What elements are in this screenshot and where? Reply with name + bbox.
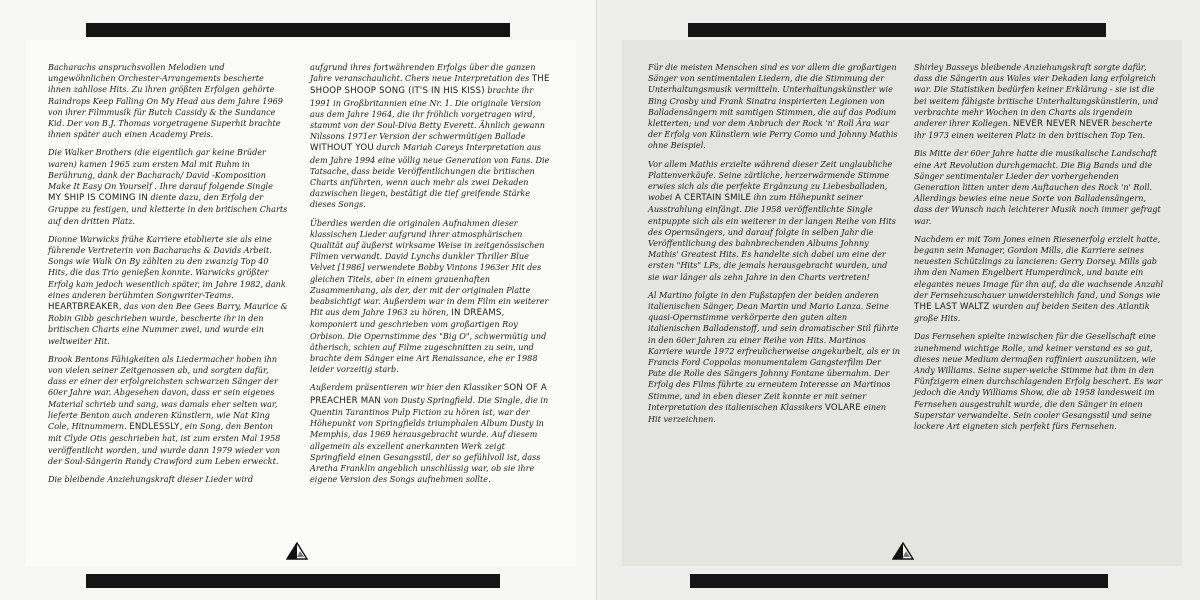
left-column-2 — [310, 62, 550, 492]
paragraph-text: , komponiert und geschrieben vom großartigen Roy Orbison. Die Opernstimme des "Big O", schwermütig und ätherisch, schien auf Filme zugeschnitten zu sein, und brachte dem Sänger eine Art Renaissance, ehe er 1988 leider vorzeitig starb. — [310, 307, 547, 375]
paragraph-text: Bis Mitte der 60er Jahre hatte die musikalische Landschaft eine Art Revolution durchgemacht. Die Big Bands und die Sänger sentimentaler Lieder der vorhergehenden Generation litten unter dem Auftauchen des Rock 'n' Roll. Allerdings bewies eine neue Sorte von Balladensängern, dass der Wunsch nach leichterer Musik noch immer gefragt war. — [914, 148, 1161, 226]
paragraph — [648, 290, 900, 425]
top-rule — [688, 23, 1106, 37]
paragraph — [914, 331, 1164, 432]
paragraph-text: Shirley Basseys bleibende Anziehungskraft sorgte dafür, dass die Sängerin aus Wales vier Dekaden lang erfolgreich war. Die Statistiken bedürfen keiner Erklärung - sie ist die bei weitem fähigste britische Unterhaltungskünstlerin, und verbrachte mehr Wochen in den Charts als irgendein anderer ihrer Kollegen. — [914, 62, 1159, 129]
paragraph-text: von Dusty Springfield. Die Single, die in Quentin Tarantinos Pulp Fiction zu hören ist, war der Höhepunkt von Springfields triumphalen Album Dusty in Memphis, das 1969 herausgebracht wurde. Auf diesem allgemein als exzellent anerkannten Werk zeigt Springfield einen Gesangsstil, der so gefühlvoll ist, dass Aretha Franklin angeblich unschlüssig war, ob sie ihre eigene Version des Songs aufnehmen sollte. — [310, 394, 549, 485]
paragraph-text: Nachdem er mit Tom Jones einen Riesenerfolg erzielt hatte, begann sein Manager, Gordon Mills, die Karriere seines neuesten Schützlings zu lancieren: Gerry Dorsey. Mills gab ihm den Namen Engelbert Humperdinck, und baute ein elegantes neues Image für ihn auf, da die wachsende Anzahl der Fernsehzuschauer unwiderstehlich fand, und Songs wie — [914, 233, 1164, 300]
song-title: HEARTBREAKER — [48, 302, 119, 313]
song-title: IN DREAMS — [451, 308, 502, 319]
song-title: ENDLESSLY — [129, 422, 180, 433]
top-rule — [86, 23, 510, 37]
paragraph-text: ihn zum Höhepunkt seiner Ausstrahlung einfängt. Die 1958 veröffentlichte Single entpuppte sich als ein weiterer in der langen Reihe von Hits des Opernsängers, und darauf folgte in selben Jahr die Veröffentlichung des bahnbrechenden Albums Johnny Mathis' Greatest Hits. Es handelte sich dabei um eine der ersten "Hits" LPs, die jemals herausgebracht wurden, und sie war länger als zehn Jahre in den Charts vertreten! — [648, 192, 896, 282]
paragraph-text: , das von den Bee Gees Barry, Maurice & Robin Gibb geschrieben wurde, bescherte ihr in den britischen Charts eine Nummer zwei, und wurde ein weltweiter Hit. — [48, 301, 288, 346]
song-title: SON OF A PREACHER MAN — [310, 383, 548, 406]
paragraph — [48, 354, 288, 467]
song-title: MY SHIP IS COMING IN — [48, 193, 148, 204]
paragraph-text: durch Mariah Careys Interpretation aus dem Jahre 1994 eine völlig neue Generation von Fans. Die Tatsache, dass beide Veröffentlichungen die britischen Charts anführten, wenn auch mehr als zwei Dekaden dazwischen liegen, bestätigt die tief greifende Stärke dieses Songs. — [310, 142, 550, 210]
paragraph — [310, 382, 550, 485]
paragraph-text: diente dazu, den Erfolg der Gruppe zu festigen, und kletterte in den britischen Charts auf den dritten Platz. — [48, 192, 288, 226]
paragraph-text: Außerdem präsentieren wir hier den Klassiker — [310, 382, 504, 393]
paragraph — [48, 62, 288, 140]
paragraph-text: Die bleibende Anziehungskraft dieser Lieder wird — [48, 473, 254, 484]
paragraph-text: , ein Song, den Benton mit Clyde Otis geschrieben hat, ist zum ersten Mal 1958 veröffentlicht worden, und wurde dann 1979 wieder von der Soul-Sängerin Randy Crawford zum Leben erweckt. — [48, 421, 281, 466]
left-text-panel — [26, 40, 576, 566]
song-title: THE SHOOP SHOOP SONG (IT'S IN HIS KISS) — [310, 74, 550, 97]
paragraph-text: aufgrund ihres fortwährenden Erfolgs über die ganzen Jahre veranschaulicht. Chers neue Interpretation des — [310, 62, 536, 84]
paragraph — [914, 62, 1164, 141]
paragraph-text: Überdies werden die originalen Aufnahmen dieser klassischen Lieder aufgrund ihrer atmosphärischen Qualität auf äußerst wirksame Weise in zeitgenössischen Filmen verwandt. David Lynchs dunkler Thriller Blue Velvet [1986] verwendete Bobby Vintons 1963er Hit des gleichen Titels, aber in einem grauenhaften Zusammenhang, als der, der mit der originalen Platte beabsichtigt war. Außerdem war in dem Film ein weiterer Hit aus dem Jahre 1963 zu hören, — [310, 217, 549, 318]
paragraph-text: bescherte ihr 1973 einen weiteren Platz in den britischen Top Ten. — [914, 118, 1153, 141]
right-page — [600, 0, 1200, 600]
paragraph-text: brachte ihr 1991 in Großbritannien eine Nr. 1. Die originale Version aus dem Jahre 1964, die ihr fröhlich vorgetragen wird, stammt von der Soul-Diva Betty Everett. Ähnlich gewann Nilssons 1971er Version der schwermütigen Ballade — [310, 85, 545, 142]
paragraph-text: Die Walker Brothers (die eigentlich gar keine Brüder waren) kamen 1965 zum ersten Mal mit Ruhm in Berührung, dank der Bacharach/ David -Komposition Make It Easy On Yourself . Ihre darauf folgende Single — [48, 147, 273, 192]
paragraph-text: wurden auf beiden Seiten des Atlantik große Hits. — [914, 301, 1150, 324]
triangle-logo-icon — [286, 542, 308, 560]
paragraph — [914, 234, 1164, 325]
paragraph-text: Das Fernsehen spielte inzwischen für die Gesellschaft eine zunehmend wichtige Rolle, und keiner verstand es so gut, dieses neue Medium dermaßen raffiniert auszunützen, wie Andy Williams. Seine super-weiche Stimme hat ihm in den Fünfzigern einen durchschlagenden Erfolg beschert. Es war jedoch die Andy Williams Show, die ab 1958 landesweit im Fernsehen ausgestrahlt wurde, die den Sänger in einen Superstar verwandelte. Sein cooler Gesangsstil und seine lockere Art eigneten sich perfekt fürs Fernsehen. — [914, 331, 1163, 432]
paragraph-text: Vor allem Mathis erzielte während dieser Zeit unglaubliche Plattenverkäufe. Seine zärtliche, herzerwärmende Stimme erwies sich als die perfekte Ergänzung zu Liebesballaden, wobei — [648, 158, 893, 203]
song-title: WITHOUT YOU — [310, 143, 374, 154]
paragraph-text: einen Hit verzeichnen. — [648, 401, 887, 425]
song-title: NEVER NEVER NEVER — [1013, 119, 1110, 130]
song-title: VOLARE — [825, 402, 861, 413]
paragraph-text: Für die meisten Menschen sind es vor allem die großartigen Sänger von sentimentalen Liedern, die die Stimmung der Unterhaltungsmusik vermitteln. Unterhaltungskünstler wie Bing Crosby und Frank Sinatra inspirierten Legionen von Balladensängern mit samtigen Stimmen, die auf das Podium kletterten; und vor dem Anbruch der Rock 'n' Roll Ära war der Erfolg von Künstlern wie Perry Como und Johnny Mathis ohne Beispiel. — [648, 62, 898, 151]
paragraph — [914, 148, 1164, 226]
paragraph-text: Al Martino folgte in den Fußstapfen der beiden anderen italienischen Sänger, Dean Martin und Mario Lanza. Seine quasi-Opernstimme verkörperte den guten alten italienischen Balladenstoff, und sein dramatischer Stil führte in den 60er Jahren zu einer Reihe von Hits. Martinos Karriere wurde 1972 erfreulicherweise angekurbelt, als er in Francis Ford Coppolas monumentalem Gangsterfilm Der Pate die Rolle des Sängers Johnny Fontane übernahm. Der Erfolg des Films führte zu erneutem Interesse an Martinos Stimme, und in eben dieser Zeit konnte er mit seiner Interpretation des italienischen Klassikers — [648, 289, 901, 412]
paragraph — [648, 62, 900, 152]
right-text-panel — [622, 40, 1182, 566]
right-column-1 — [648, 62, 900, 432]
bottom-rule — [690, 574, 1108, 588]
paragraph — [48, 147, 288, 226]
paragraph — [48, 474, 288, 485]
paragraph-text: Brook Bentons Fähigkeiten als Liedermacher hoben ihn von vielen seiner Zeitgenossen ab, und sorgten dafür, dass er einer der erfolgreichsten schwarzen Sänger der 60er Jahre war. Abgesehen davon, dass er sein eigenes Material schrieb und sang, was damals eher selten war, lieferte Benton auch anderen Künstlern, wie Nat King Cole, Hitnummern. — [48, 353, 278, 432]
paragraph-text: Dionne Warwicks frühe Karriere etablierte sie als eine führende Vertreterin von Bacharachs & Davids Arbeit. Songs wie Walk On By zählten zu den zwanzig Top 40 Hits, die das Trio genießen konnte. Warwicks größter Erfolg kam jedoch wesentlich später, im Jahre 1982, dank eines anderen berühmten Songwriter-Teams. — [48, 233, 286, 300]
left-column-1 — [48, 62, 288, 492]
paragraph — [310, 62, 550, 211]
bottom-rule — [86, 574, 500, 588]
paragraph — [48, 234, 288, 347]
paragraph — [310, 218, 550, 376]
triangle-logo-icon — [892, 542, 914, 560]
song-title: A CERTAIN SMILE — [674, 193, 752, 204]
paragraph-text: Bacharachs anspruchsvollen Melodien und ungewöhnlichen Orchester-Arrangements bescherte ihnen zahllose Hits. Zu ihren größten Erfolgen gehörte Raindrops Keep Falling On My Head aus dem Jahre 1969 von ihrer Filmmusik für Butch Cassidy & the Sundance Kid. Der von B.J. Thomas vorgetragene Superhit brachte ihnen später auch einen Academy Preis. — [48, 62, 283, 140]
paragraph — [648, 159, 900, 283]
song-title: THE LAST WALTZ — [914, 302, 990, 313]
right-column-2 — [914, 62, 1164, 439]
